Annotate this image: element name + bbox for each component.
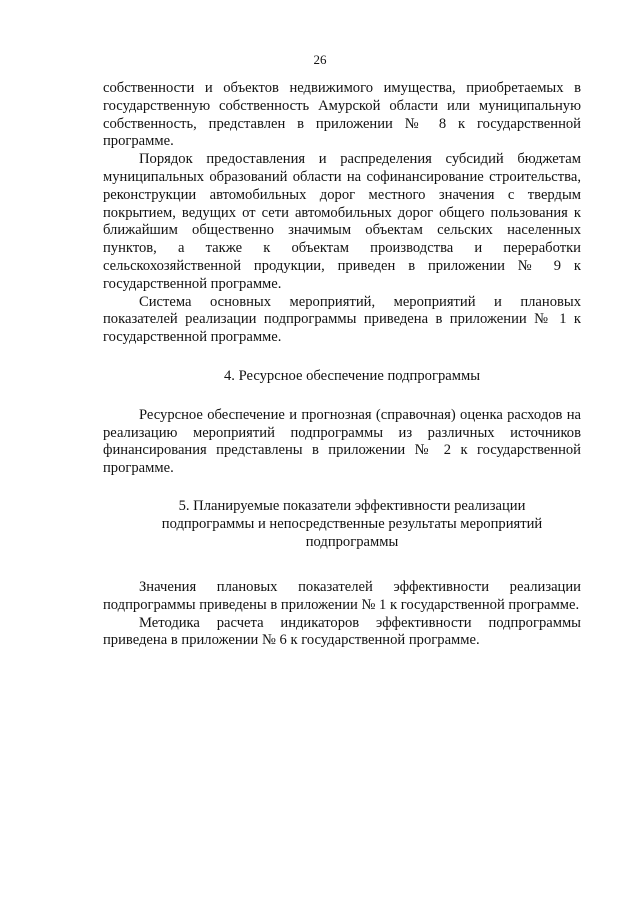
page-number: 26	[313, 52, 327, 67]
section-5-heading	[103, 497, 581, 551]
section-4-heading: 4. Ресурсное обеспечение подпрограммы	[223, 367, 480, 384]
section-5-heading-line-1: 5. Планируемые показатели эффективности реализации	[178, 497, 526, 514]
document-body	[103, 80, 581, 650]
section-5-paragraph-values: Значения плановых показателей эффективности реализации подпрограммы приведены в приложении № 1 к государственной программе.	[103, 578, 581, 613]
paragraph-subsidies-procedure: Порядок предоставления и распределения субсидий бюджетам муниципальных образований области на софинансирование строительства, реконструкции автомобильных дорог местного значения с твердым покрытием, ведущих от сети автомобильных дорог общего пользования к ближайшим общественно значимым объектам сельских населенных пунктов, а также к объектам производства и переработки сельскохозяйственной продукции, приведен в приложении № 9 к государственной программе.	[103, 151, 581, 292]
section-5-paragraph-method: Методика расчета индикаторов эффективности подпрограммы приведена в приложении № 6 к государственной программе.	[103, 614, 581, 649]
section-4-paragraph: Ресурсное обеспечение и прогнозная (справочная) оценка расходов на реализацию мероприятий подпрограммы из различных источников финансирования представлены в приложении № 2 к государственной программе.	[103, 406, 581, 477]
section-5-heading-line-3: подпрограммы	[305, 533, 399, 550]
paragraph-property-annex: собственности и объектов недвижимого имущества, приобретаемых в государственную собственность Амурской области или муниципальную собственность, представлен в приложении № 8 к государственной программе.	[103, 80, 581, 150]
paragraph-activities-system: Система основных мероприятий, мероприятий и плановых показателей реализации подпрограммы приведена в приложении № 1 к государственной программе.	[103, 293, 581, 346]
section-5-heading-line-2: подпрограммы и непосредственные результаты мероприятий	[161, 515, 543, 532]
